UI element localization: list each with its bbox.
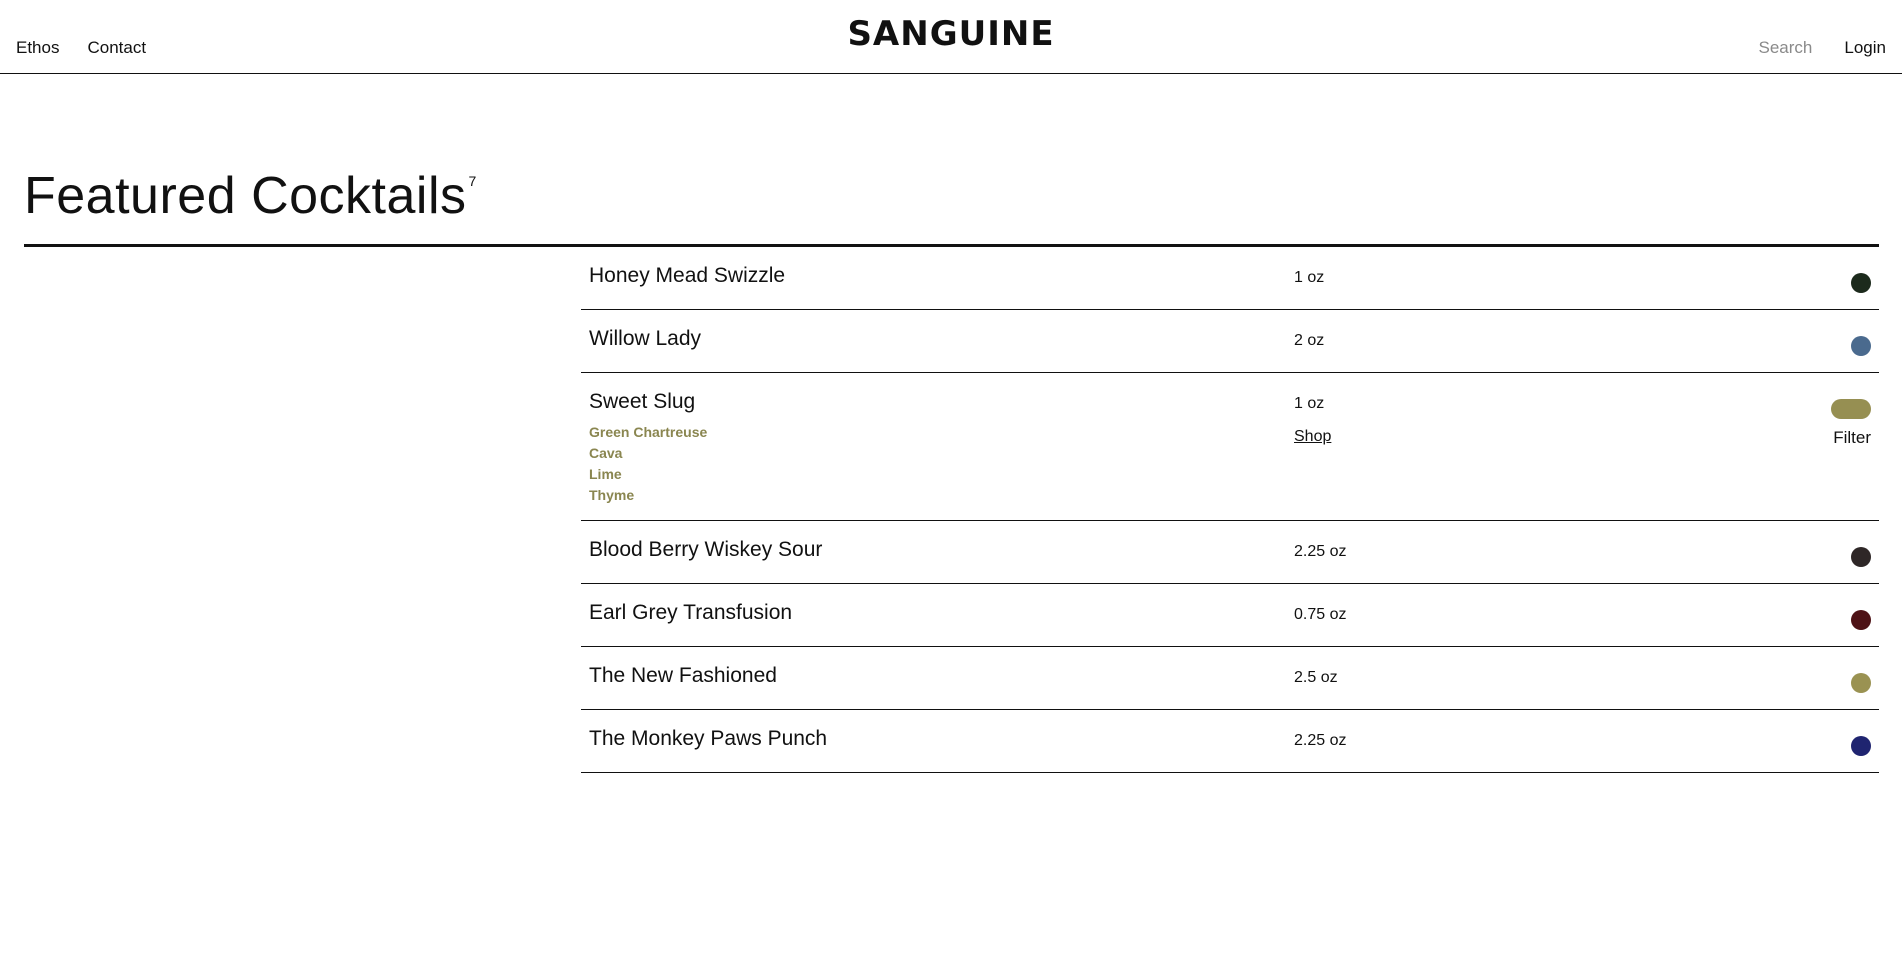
search-input[interactable] [1752, 38, 1812, 58]
cocktail-amount: 2.5 oz [1294, 669, 1338, 686]
utility-nav [1752, 38, 1886, 58]
cocktail-name[interactable]: Willow Lady [589, 327, 702, 350]
site-header [0, 0, 1902, 74]
ingredient: Cava [589, 445, 623, 461]
color-swatch[interactable] [1851, 673, 1871, 693]
cocktail-name[interactable]: The Monkey Paws Punch [589, 727, 828, 750]
filter-button[interactable]: Filter [1833, 428, 1871, 447]
color-swatch[interactable] [1851, 547, 1871, 567]
ingredient: Green Chartreuse [589, 424, 708, 440]
color-swatch[interactable] [1851, 273, 1871, 293]
ingredient-list [589, 422, 707, 506]
nav-link-contact[interactable]: Contact [87, 38, 147, 57]
cocktail-row[interactable] [581, 584, 1879, 647]
cocktail-row[interactable] [581, 521, 1879, 584]
nav-link-ethos[interactable]: Ethos [16, 38, 60, 57]
color-swatch[interactable] [1851, 736, 1871, 756]
login-link[interactable]: Login [1844, 38, 1886, 57]
brand-logo[interactable]: SANGUINE [847, 14, 1055, 54]
cocktail-amount: 1 oz [1294, 269, 1325, 286]
cocktail-row[interactable] [581, 647, 1879, 710]
color-swatch[interactable] [1851, 610, 1871, 630]
cocktail-amount: 2 oz [1294, 332, 1325, 349]
cocktail-row[interactable] [581, 310, 1879, 373]
cocktail-row[interactable] [581, 247, 1879, 310]
cocktail-amount: 0.75 oz [1294, 606, 1347, 623]
cocktail-list [581, 247, 1879, 773]
cocktail-name[interactable]: Blood Berry Wiskey Sour [589, 538, 823, 561]
shop-link[interactable]: Shop [1294, 428, 1332, 445]
cocktail-row-expanded[interactable] [581, 373, 1879, 521]
cocktail-name[interactable]: The New Fashioned [589, 664, 777, 687]
color-swatch[interactable] [1851, 336, 1871, 356]
cocktail-name[interactable]: Honey Mead Swizzle [589, 264, 786, 287]
cocktail-count: 7 [468, 173, 477, 189]
page-title-text: Featured Cocktails [24, 167, 467, 225]
cocktail-amount: 2.25 oz [1294, 543, 1347, 560]
cocktail-amount: 1 oz [1294, 395, 1325, 412]
ingredient: Thyme [589, 487, 635, 503]
cocktail-row[interactable] [581, 710, 1879, 773]
cocktail-name[interactable]: Earl Grey Transfusion [589, 601, 793, 624]
color-swatch[interactable] [1831, 399, 1871, 419]
cocktail-amount: 2.25 oz [1294, 732, 1347, 749]
cocktail-name[interactable]: Sweet Slug [589, 390, 696, 413]
page-title [24, 167, 477, 225]
ingredient: Lime [589, 466, 622, 482]
